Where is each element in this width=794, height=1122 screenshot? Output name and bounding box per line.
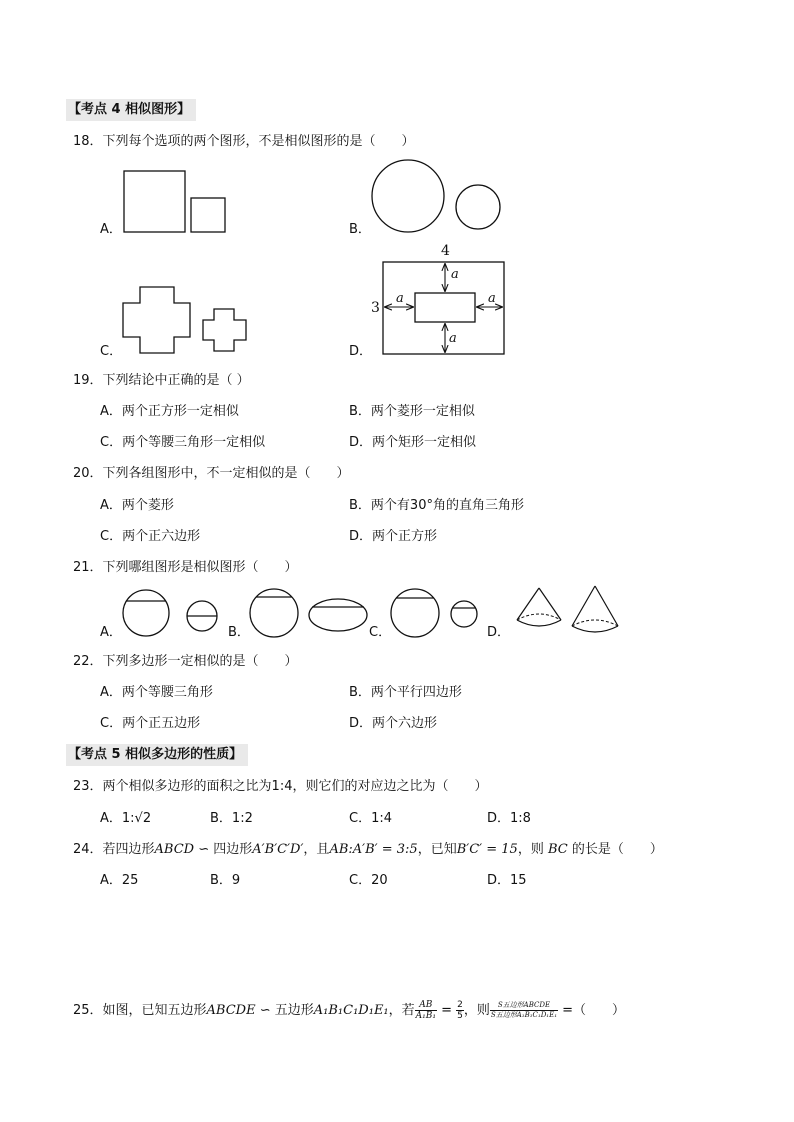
q18-c-small-cross xyxy=(203,309,246,351)
q25-fraction-ab-den: A₁B₁ xyxy=(415,1011,436,1021)
q18-d-a-right: a xyxy=(488,291,496,306)
q24-and: ，且 xyxy=(303,842,330,857)
q25-fraction-ab xyxy=(415,1000,437,1021)
q24-option-a: A．25 xyxy=(100,873,139,888)
q21-label-b: B． xyxy=(228,625,250,640)
q25-sim: ∽ xyxy=(255,1003,275,1018)
q22-option-b: B．两个平行四边形 xyxy=(349,685,462,700)
q18-b-large-circle xyxy=(372,160,444,232)
q24-bc-prime: B′C′ = 15 xyxy=(456,842,518,857)
q18-d-label-left: 3 xyxy=(371,300,380,316)
q20-option-b: B．两个有30°角的直角三角形 xyxy=(349,498,524,513)
q25-fraction-area-num: S五边形ABCDE xyxy=(490,1001,558,1011)
q18-d-inner-rect xyxy=(415,293,475,322)
q25-p2: A₁B₁C₁D₁E₁ xyxy=(313,1003,389,1018)
q25-fraction-ab-num: AB xyxy=(415,1000,437,1011)
q25-then: ，则 xyxy=(463,1003,490,1018)
q24-bc: BC xyxy=(547,842,568,857)
q21-figure-c xyxy=(386,586,486,640)
q21-label-d: D． xyxy=(487,625,511,640)
q23-option-d: D．1:8 xyxy=(487,811,531,826)
q21-label-a: A． xyxy=(100,625,122,640)
q19-option-b: B．两个菱形一定相似 xyxy=(349,404,475,419)
q25-fraction-2-5-den: 5 xyxy=(457,1011,463,1021)
q24-abcd: ABCD xyxy=(154,842,195,857)
q22-option-d: D．两个六边形 xyxy=(349,716,438,731)
q18-d-label-top: 4 xyxy=(441,243,450,259)
q24-stem xyxy=(73,842,663,858)
q24-known: ，已知 xyxy=(417,842,457,857)
q18-figure-b xyxy=(368,158,508,236)
q18-figure-a xyxy=(120,168,230,234)
q19-option-c: C．两个等腰三角形一定相似 xyxy=(100,435,266,450)
q25-fraction-2-5 xyxy=(456,1000,464,1021)
q19-option-d: D．两个矩形一定相似 xyxy=(349,435,477,450)
q23-option-b: B．1:2 xyxy=(210,811,253,826)
q24-then: ，则 xyxy=(517,842,548,857)
q25-pre: 25．如图，已知五边形 xyxy=(73,1003,207,1018)
q25-mid: 五边形 xyxy=(274,1003,314,1018)
q21-stem: 21．下列哪组图形是相似图形（ ） xyxy=(73,560,298,575)
q24-mid: 四边形 xyxy=(213,842,253,857)
q20-option-c: C．两个正六边形 xyxy=(100,529,201,544)
q18-a-large-square xyxy=(124,171,185,232)
q18-label-c: C． xyxy=(100,344,123,359)
q24-option-d: D．15 xyxy=(487,873,527,888)
q25-fraction-area-den: S五边形A₁B₁C₁D₁E₁ xyxy=(490,1011,558,1019)
q25-tail: =（ ） xyxy=(558,1003,626,1018)
q25-eq: = xyxy=(437,1003,457,1018)
q18-d-outer-rect xyxy=(383,262,504,354)
q18-a-small-square xyxy=(191,198,225,232)
q18-stem: 18．下列每个选项的两个图形，不是相似图形的是（ ） xyxy=(73,134,415,149)
q23-stem: 23．两个相似多边形的面积之比为1:4，则它们的对应边之比为（ ） xyxy=(73,779,488,794)
q21-label-c: C． xyxy=(369,625,392,640)
q22-option-a: A．两个等腰三角形 xyxy=(100,685,213,700)
section-5-title: 【考点 5 相似多边形的性质】 xyxy=(66,744,248,766)
q25-p1: ABCDE xyxy=(206,1003,256,1018)
q20-stem: 20．下列各组图形中，不一定相似的是（ ） xyxy=(73,466,350,481)
q21-figure-d xyxy=(512,584,627,638)
q25-fraction-area xyxy=(490,1001,558,1020)
q23-option-a: A．1:√2 xyxy=(100,811,152,826)
q19-stem: 19．下列结论中正确的是（ ） xyxy=(73,373,250,388)
q18-label-d: D． xyxy=(349,344,373,359)
q18-label-b: B． xyxy=(349,222,371,237)
q22-option-c: C．两个正五边形 xyxy=(100,716,201,731)
q20-option-a: A．两个菱形 xyxy=(100,498,174,513)
q25-stem xyxy=(73,997,625,1025)
q21-figure-b xyxy=(245,586,370,640)
q25-fraction-2-5-num: 2 xyxy=(457,1000,463,1010)
q23-option-c: C．1:4 xyxy=(349,811,392,826)
q18-d-a-bottom: a xyxy=(449,331,457,346)
q22-stem: 22．下列多边形一定相似的是（ ） xyxy=(73,654,298,669)
q18-b-small-circle xyxy=(456,185,500,229)
q21-figure-a xyxy=(118,588,223,640)
q24-tail: 的长是（ ） xyxy=(567,842,663,857)
q18-d-a-top: a xyxy=(451,267,459,282)
q18-figure-c xyxy=(120,285,250,357)
q25-if: ，若 xyxy=(388,1003,415,1018)
q24-option-b: B．9 xyxy=(210,873,241,888)
q18-c-large-cross xyxy=(123,287,190,353)
section-4-title: 【考点 4 相似图形】 xyxy=(66,99,196,121)
q20-option-d: D．两个正方形 xyxy=(349,529,438,544)
q24-stem-pre: 24．若四边形 xyxy=(73,842,155,857)
q24-abcd-prime: A′B′C′D′ xyxy=(252,842,304,857)
q18-label-a: A． xyxy=(100,222,122,237)
q19-option-a: A．两个正方形一定相似 xyxy=(100,404,239,419)
q24-sim: ∽ xyxy=(194,842,214,857)
q18-d-a-left: a xyxy=(396,291,404,306)
q24-ratio: AB:A′B′ = 3:5 xyxy=(329,842,418,857)
q24-option-c: C．20 xyxy=(349,873,388,888)
